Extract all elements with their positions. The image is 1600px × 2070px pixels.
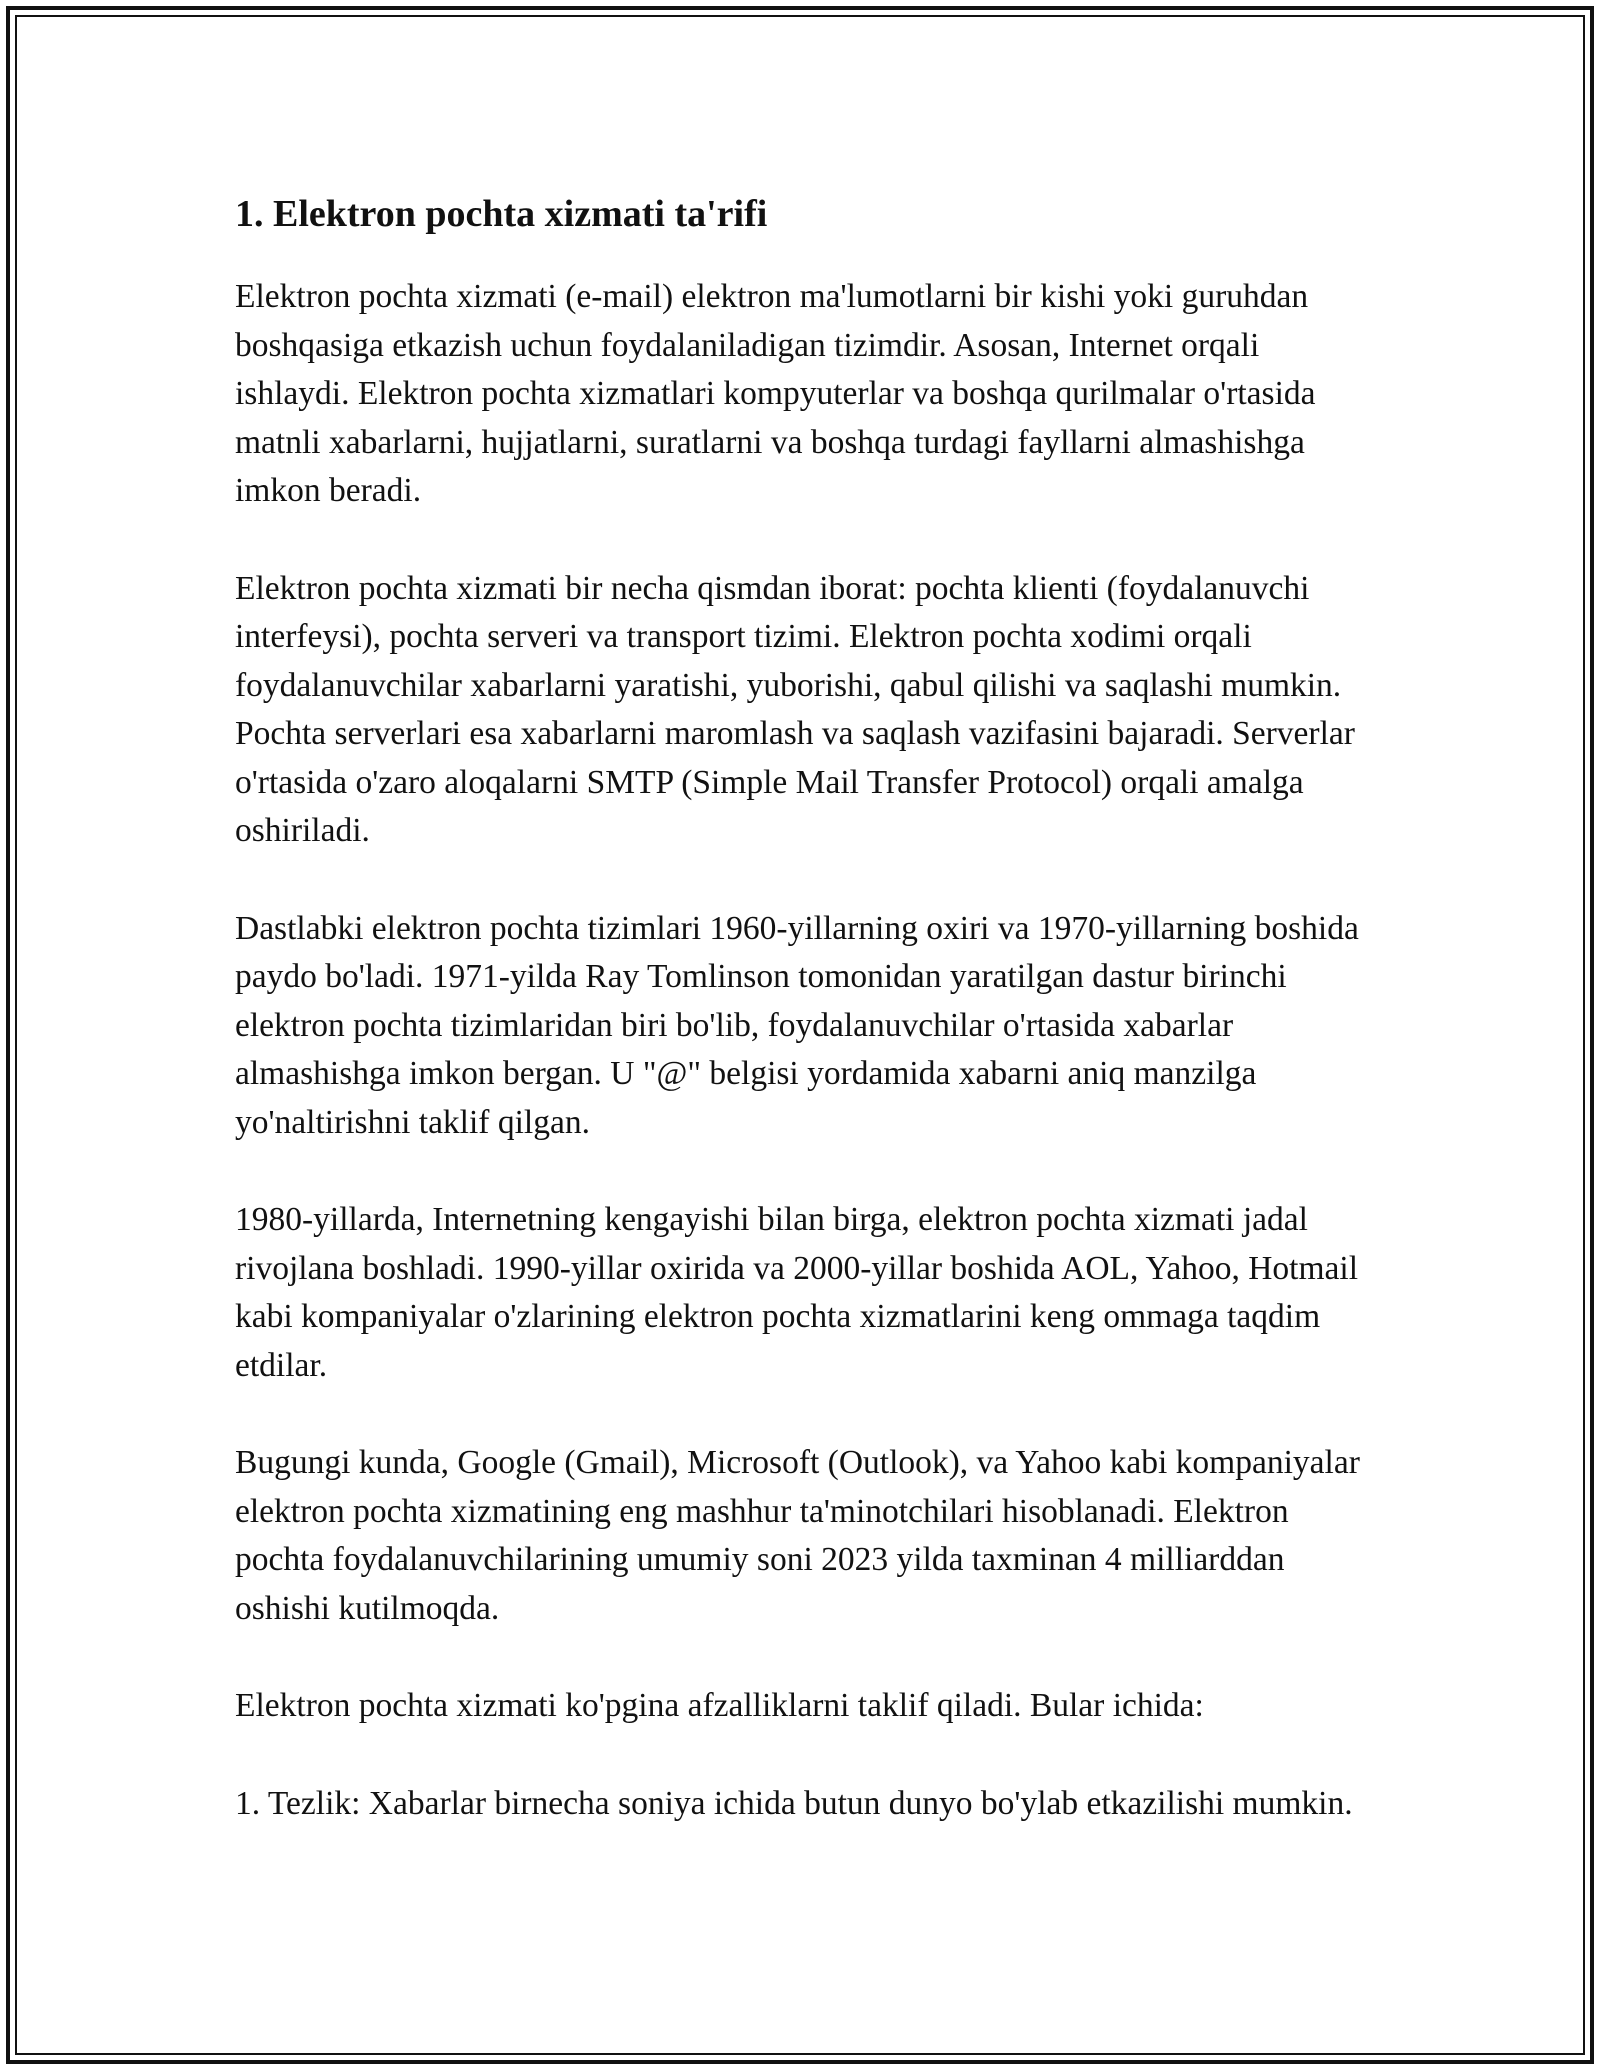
- paragraph-components: Elektron pochta xizmati bir necha qismdan iborat: pochta klienti (foydalanuvchi interfeysi), pochta serveri va transport tizimi. Elektron pochta xodimi orqali foydalanuvchilar xabarlarni yaratishi, yuborishi, qabul qilishi va saqlashi mumkin. Pochta serverlari esa xabarlarni maromlash va saqlash vazifasini bajaradi. Serverlar o'rtasida o'zaro aloqalarni SMTP (Simple Mail Transfer Protocol) orqali amalga oshiriladi.: [235, 569, 1355, 849]
- paragraph-today: Bugungi kunda, Google (Gmail), Microsoft (Outlook), va Yahoo kabi kompaniyalar elektron pochta xizmatining eng mashhur ta'minotchilari hisoblanadi. Elektron pochta foydalanuvchilarining umumiy soni 2023 yilda taxminan 4 milliarddan oshishi kutilmoqda.: [235, 1444, 1360, 1627]
- section-heading: 1. Elektron pochta xizmati ta'rifi: [235, 193, 768, 235]
- list-item-speed: 1. Tezlik: Xabarlar birnecha soniya ichida butun dunyo bo'ylab etkazilishi mumkin.: [235, 1784, 1353, 1822]
- paragraph-definition: Elektron pochta xizmati (e-mail) elektron ma'lumotlarni bir kishi yoki guruhdan boshqasiga etkazish uchun foydalaniladigan tizimdir. Asosan, Internet orqali ishlaydi. Elektron pochta xizmatlari kompyuterlar va boshqa qurilmalar o'rtasida matnli xabarlarni, hujjatlarni, suratlarni va boshqa turdagi fayllarni almashishga imkon beradi.: [235, 278, 1316, 509]
- document-body: [235, 185, 1370, 1877]
- paragraph-history-early: Dastlabki elektron pochta tizimlari 1960-yillarning oxiri va 1970-yillarning boshida paydo bo'ladi. 1971-yilda Ray Tomlinson tomonidan yaratilgan dastur birinchi elektron pochta tizimlaridan biri bo'lib, foydalanuvchilar o'rtasida xabarlar almashishga imkon bergan. U "@" belgisi yordamida xabarni aniq manzilga yo'naltirishni taklif qilgan.: [235, 909, 1359, 1141]
- paragraph-history-internet: 1980-yillarda, Internetning kengayishi bilan birga, elektron pochta xizmati jadal rivojlana boshladi. 1990-yillar oxirida va 2000-yillar boshida AOL, Yahoo, Hotmail kabi kompaniyalar o'zlarining elektron pochta xizmatlarini keng ommaga taqdim etdilar.: [235, 1201, 1359, 1384]
- paragraph-advantages-intro: Elektron pochta xizmati ko'pgina afzalliklarni taklif qiladi. Bular ichida:: [235, 1687, 1204, 1724]
